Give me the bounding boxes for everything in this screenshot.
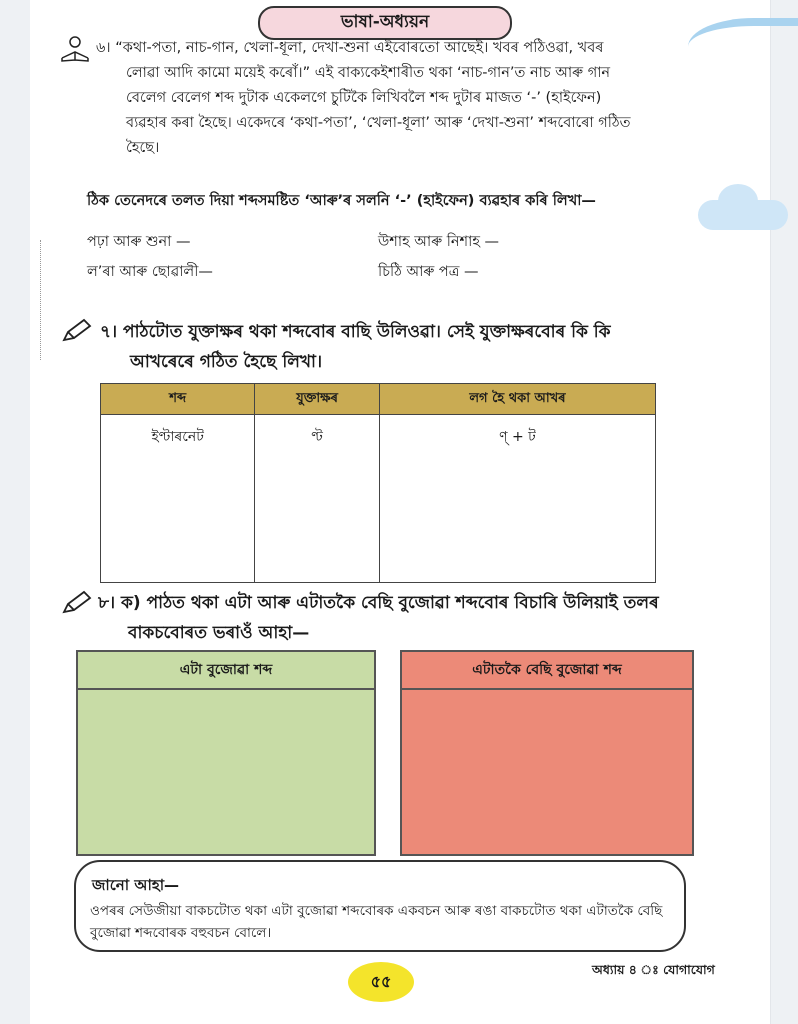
q6-line: হৈছে। xyxy=(126,140,160,156)
table-header: লগ হৈ থকা আখৰ xyxy=(379,384,655,415)
plural-words-box xyxy=(400,650,694,856)
conjunct-table xyxy=(100,383,656,583)
q6-line: ব্যৱহাৰ কৰা হৈছে। একেদৰে ‘কথা-পতা’, ‘খেলা-ধূলা’ আৰু ‘দেখা-শুনা’ শব্দবোৰো গঠিত xyxy=(126,115,631,131)
know-more-note xyxy=(74,860,686,952)
singular-box-header: এটা বুজোৱা শব্দ xyxy=(78,652,374,690)
table-header: শব্দ xyxy=(101,384,255,415)
q6-instruction: ঠিক তেনেদৰে তলত দিয়া শব্দসমষ্টিত ‘আৰু’ৰ সলনি ‘-’ (হাইফেন) ব্যৱহাৰ কৰি লিখা— xyxy=(87,193,596,209)
q7-line: ৭। পাঠটোত যুক্তাক্ষৰ থকা শব্দবোৰ বাছি উলিওৱা। সেই যুক্তাক্ষৰবোৰ কি কি xyxy=(100,322,611,342)
q6-line: লোৱা আদি কামো ময়েই কৰোঁ।” এই বাক্যকেইশাৰীত থকা ‘নাচ-গান’ত নাচ আৰু গান xyxy=(126,65,611,81)
table-cell: ণ্ট xyxy=(255,415,380,583)
pencil-icon xyxy=(60,318,94,344)
q8-question xyxy=(98,588,718,648)
reader-icon xyxy=(58,36,92,62)
section-title-text: ভাষা-অধ্যয়ন xyxy=(340,12,430,32)
page-number-text: ৫৫ xyxy=(370,971,392,991)
q6-line: বেলেগ বেলেগ শব্দ দুটাক একেলগে চুটিকৈ লিখিবলৈ শব্দ দুটাৰ মাজত ‘-’ (হাইফেন) xyxy=(126,90,602,106)
table-header: যুক্তাক্ষৰ xyxy=(255,384,380,415)
exercise-item: পঢ়া আৰু শুনা — xyxy=(87,234,191,250)
q6-paragraph xyxy=(96,36,706,161)
note-text: ওপৰৰ সেউজীয়া বাকচটোত থকা এটা বুজোৱা শব্দবোৰক একবচন আৰু ৰঙা বাকচটোত থকা এটাতকৈ বেছি বুজোৱা শব্দবোৰক বহুবচন বোলে। xyxy=(90,903,663,941)
exercise-item: উশাহ আৰু নিশাহ — xyxy=(378,234,500,250)
q8-line: ৮। ক) পাঠত থকা এটা আৰু এটাতকৈ বেছি বুজোৱা শব্দবোৰ বিচাৰি উলিয়াই তলৰ xyxy=(98,593,659,613)
table-cell: ইণ্টাৰনেট xyxy=(101,415,255,583)
q8-line: বাকচবোৰত ভৰাওঁ আহা— xyxy=(128,623,310,643)
q7-question xyxy=(100,317,720,377)
margin-dots xyxy=(40,240,45,360)
table-header-row xyxy=(101,384,656,415)
pencil-icon xyxy=(60,590,94,616)
table-cell: ণ্ + ট xyxy=(379,415,655,583)
q6-line: ৬। “কথা-পতা, নাচ-গান, খেলা-ধূলা, দেখা-শুনা এইবোৰতো আছেই। খবৰ পঠিওৱা, খবৰ xyxy=(96,40,604,56)
q7-line: আখৰেৰে গঠিত হৈছে লিখা। xyxy=(130,352,323,372)
singular-words-box xyxy=(76,650,376,856)
chapter-label: অধ্যায় ৪ ঃ যোগাযোগ xyxy=(592,962,715,977)
plural-box-header: এটাতকৈ বেছি বুজোৱা শব্দ xyxy=(402,652,692,690)
table-row xyxy=(101,415,656,583)
section-title xyxy=(258,6,512,40)
cloud-icon xyxy=(698,200,788,230)
page-number xyxy=(348,962,414,1002)
note-title: জানো আহা— xyxy=(92,876,180,894)
exercise-item: ল’ৰা আৰু ছোৱালী— xyxy=(87,264,213,280)
exercise-item: চিঠি আৰু পত্ৰ — xyxy=(378,264,479,280)
